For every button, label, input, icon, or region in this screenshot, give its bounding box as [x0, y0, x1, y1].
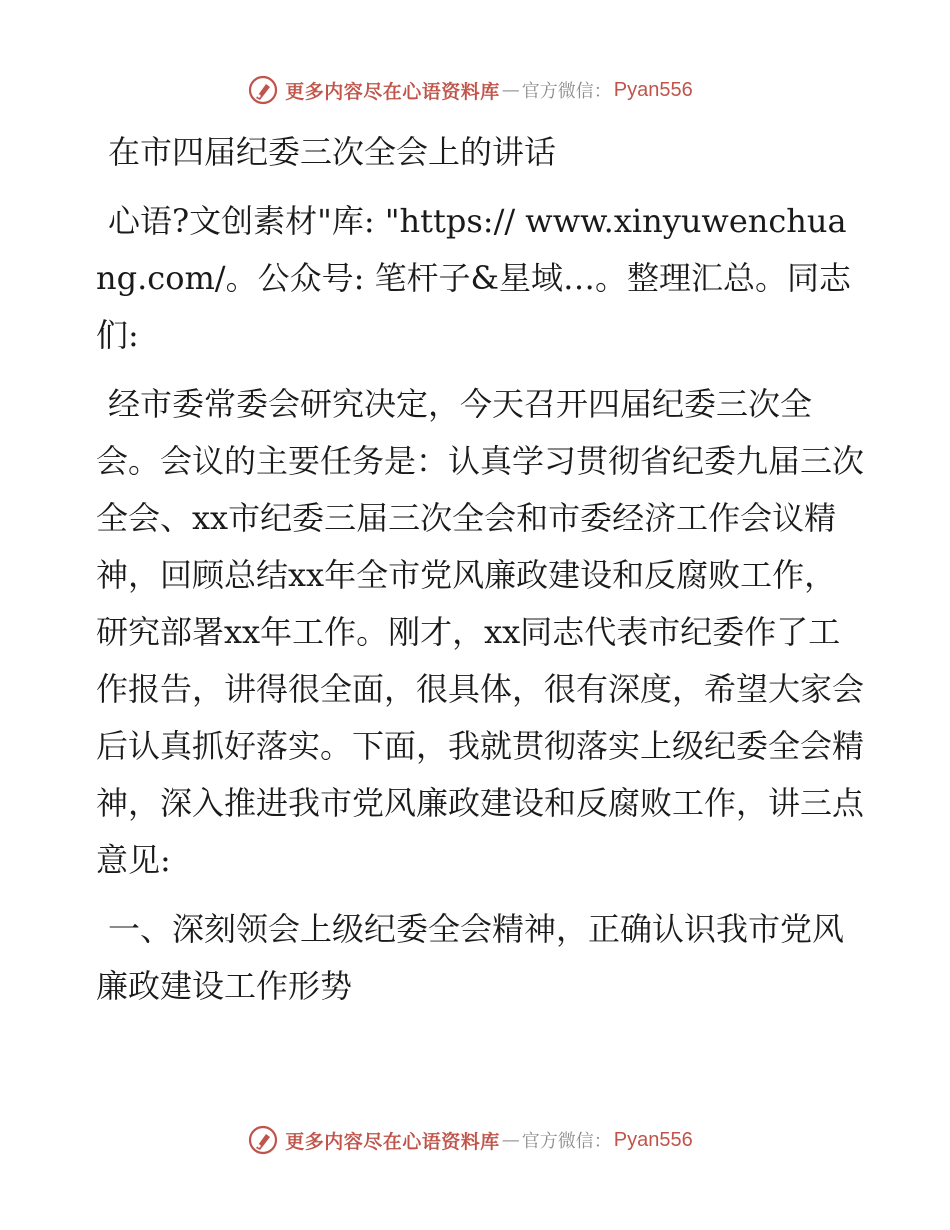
- banner-slogan: 更多内容尽在心语资料库: [285, 80, 500, 103]
- pen-nib-logo-icon: [247, 74, 279, 106]
- banner-wechat-label: 官方微信：: [521, 1131, 612, 1152]
- banner-wechat-label: 官方微信：: [521, 81, 612, 102]
- document-body: [96, 124, 866, 1015]
- source-note: 心语?文创素材"库: "https:// www.xinyuwenchuang.com/。公众号: 笔杆子&星域…。整理汇总。同志们:: [96, 202, 852, 354]
- document-title: 在市四届纪委三次全会上的讲话: [108, 133, 557, 171]
- banner-slogan: 更多内容尽在心语资料库: [285, 1130, 500, 1153]
- section-heading: 一、深刻领会上级纪委全会精神，正确认识我市党风廉政建设工作形势: [96, 910, 845, 1005]
- pen-nib-logo-icon: [247, 1124, 279, 1156]
- banner-separator: —: [501, 1129, 520, 1151]
- header-banner: [0, 70, 950, 110]
- banner-wechat-id: Pyan556: [613, 1128, 693, 1151]
- body-paragraph: 经市委常委会研究决定，今天召开四届纪委三次全会。会议的主要任务是：认真学习贯彻省纪委九届三次全会、xx市纪委三届三次全会和市委经济工作会议精神，回顾总结xx年全市党风廉政建设和反腐败工作，研究部署xx年工作。刚才，xx同志代表市纪委作了工作报告，讲得很全面，很具体，很有深度，希望大家会后认真抓好落实。下面，我就贯彻落实上级纪委全会精神，深入推进我市党风廉政建设和反腐败工作，讲三点意见:: [96, 385, 865, 879]
- banner-separator: —: [501, 79, 520, 101]
- footer-banner: [0, 1120, 950, 1160]
- banner-wechat-id: Pyan556: [613, 78, 693, 101]
